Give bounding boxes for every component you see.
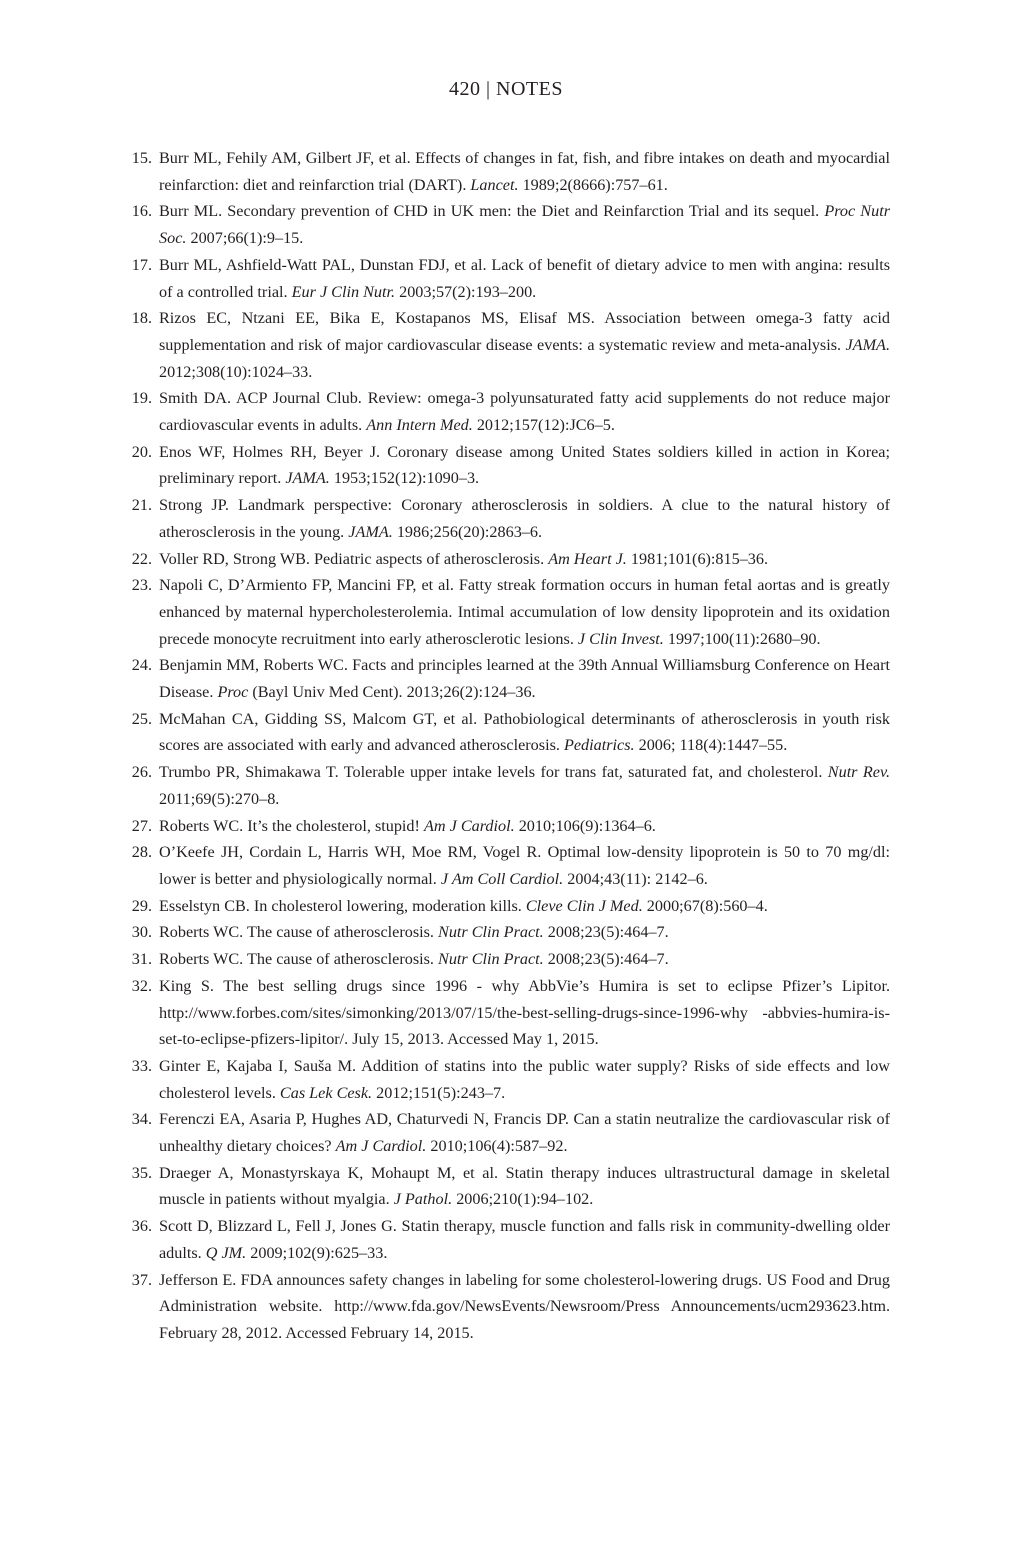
note-number: 27. xyxy=(131,816,152,835)
note-number: 22. xyxy=(131,549,152,568)
note-text: Smith DA. ACP Journal Club. Review: omega-3 polyunsaturated fatty acid supplements do not reduce major cardiovascular events in adults. xyxy=(159,389,890,435)
note-citation: 2012;151(5):243–7. xyxy=(372,1083,506,1102)
note-text: Esselstyn CB. In cholesterol lowering, moderation kills. xyxy=(159,896,526,915)
note-text: Burr ML. Secondary prevention of CHD in UK men: the Diet and Reinfarction Trial and its sequel. xyxy=(159,202,825,221)
note-citation: 2012;157(12):JC6–5. xyxy=(472,416,615,435)
note-citation: 2010;106(9):1364–6. xyxy=(514,816,656,835)
note-citation: 2007;66(1):9–15. xyxy=(186,229,304,248)
note-text: Draeger A, Monastyrskaya K, Mohaupt M, et al. Statin therapy induces ultrastructural damage in skeletal muscle in patients without myalgia. xyxy=(159,1163,890,1209)
note-text: Napoli C, D’Armiento FP, Mancini FP, et al. Fatty streak formation occurs in human fetal aortas and is greatly enhanced by maternal hypercholesterolemia. Intimal accumulation of low density lipoprotein and its oxidation precede monocyte recruitment into early atherosclerotic lesions. xyxy=(159,576,890,648)
note-number: 16. xyxy=(131,202,152,221)
note-journal: Am J Cardiol. xyxy=(423,816,515,835)
note-text: Jefferson E. FDA announces safety changes in labeling for some cholesterol-lowering drugs. US Food and Drug Administration website. http://www.fda.gov/NewsEvents/Newsroom/Press Announcements/ucm293623.htm. February 28, 2012. Accessed February 14, 2015. xyxy=(159,1270,890,1342)
note-journal: Cleve Clin J Med. xyxy=(525,896,643,915)
note-text: O’Keefe JH, Cordain L, Harris WH, Moe RM, Vogel R. Optimal low-density lipoprotein is 50 to 70 mg/dl: lower is better and physiologically normal. xyxy=(159,843,890,888)
note-number: 18. xyxy=(131,309,152,328)
note-number: 23. xyxy=(131,576,152,595)
note-number: 36. xyxy=(131,1217,152,1236)
note-citation: 2000;67(8):560–4. xyxy=(642,896,768,915)
note-journal: Q JM. xyxy=(205,1243,247,1262)
note-number: 21. xyxy=(131,496,152,515)
note-journal: Cas Lek Cesk. xyxy=(279,1083,373,1102)
page-header xyxy=(0,78,1012,101)
note-number: 26. xyxy=(131,763,152,782)
note-item xyxy=(120,652,890,705)
note-text: King S. The best selling drugs since 1996 - why AbbVie’s Humira is set to eclipse Pfizer’s Lipitor. http://www.forbes.com/sites/simonking/2013/07/15/the-best-selling-drugs-since-1996-why -abbvies-humira-is-set-to-eclipse-pfizers-lipitor/. July 15, 2013. Accessed May 1, 2015. xyxy=(159,976,890,1049)
note-number: 15. xyxy=(131,149,152,167)
note-number: 33. xyxy=(131,1056,152,1075)
note-journal: Nutr Clin Pract. xyxy=(438,923,544,942)
note-number: 28. xyxy=(131,843,152,862)
note-text: Voller RD, Strong WB. Pediatric aspects of atherosclerosis. xyxy=(159,549,549,568)
note-journal: J Pathol. xyxy=(393,1190,453,1209)
note-number: 19. xyxy=(131,389,152,408)
note-journal: Nutr Rev. xyxy=(827,763,890,782)
note-item xyxy=(120,305,890,385)
note-journal: Lancet. xyxy=(470,175,519,194)
note-text: Enos WF, Holmes RH, Beyer J. Coronary disease among United States soldiers killed in action in Korea; preliminary report. xyxy=(159,442,890,488)
note-number: 25. xyxy=(131,709,152,728)
note-text: Roberts WC. It’s the cholesterol, stupid! xyxy=(159,816,424,835)
note-item xyxy=(120,1267,890,1347)
note-citation: 2010;106(4):587–92. xyxy=(426,1137,568,1156)
note-text: Roberts WC. The cause of atherosclerosis. xyxy=(159,950,439,969)
note-journal: J Clin Invest. xyxy=(577,629,664,648)
note-number: 35. xyxy=(131,1163,152,1182)
note-text: Ferenczi EA, Asaria P, Hughes AD, Chaturvedi N, Francis DP. Can a statin neutralize the cardiovascular risk of unhealthy dietary choices? xyxy=(159,1110,890,1156)
note-journal: Am J Cardiol. xyxy=(335,1137,427,1156)
note-number: 30. xyxy=(131,923,152,942)
note-citation: 1997;100(11):2680–90. xyxy=(663,629,821,648)
note-item xyxy=(120,1106,890,1159)
note-text: McMahan CA, Gidding SS, Malcom GT, et al. Pathobiological determinants of atherosclerosis in youth risk scores are associated with early and advanced atherosclerosis. xyxy=(159,709,890,755)
page-number: 420 xyxy=(449,78,481,100)
note-item xyxy=(120,385,890,438)
header-separator: | xyxy=(486,78,491,100)
note-journal: Eur J Clin Nutr. xyxy=(291,282,396,301)
note-item xyxy=(120,1160,890,1213)
note-citation: 2009;102(9):625–33. xyxy=(246,1243,388,1262)
note-number: 24. xyxy=(131,656,152,675)
note-text: Benjamin MM, Roberts WC. Facts and principles learned at the 39th Annual Williamsburg Conference on Heart Disease. xyxy=(159,656,890,702)
note-text: Ginter E, Kajaba I, Sauša M. Addition of statins into the public water supply? Risks of side effects and low cholesterol levels. xyxy=(159,1056,890,1102)
notes-list xyxy=(120,145,890,1347)
note-item xyxy=(120,439,890,492)
note-item xyxy=(120,973,890,1053)
note-item xyxy=(120,839,890,892)
note-text: Rizos EC, Ntzani EE, Bika E, Kostapanos MS, Elisaf MS. Association between omega-3 fatty acid supplementation and risk of major cardiovascular disease events: a systematic review and meta-analysis. xyxy=(159,309,890,354)
note-journal: JAMA. xyxy=(845,335,890,354)
note-number: 37. xyxy=(131,1270,152,1289)
note-number: 32. xyxy=(131,976,152,995)
note-item xyxy=(120,1053,890,1106)
note-item xyxy=(120,572,890,652)
note-text: Roberts WC. The cause of atherosclerosis. xyxy=(159,923,439,942)
section-title: NOTES xyxy=(496,78,563,100)
note-citation: 1986;256(20):2863–6. xyxy=(392,522,543,541)
note-text: Burr ML, Ashfield-Watt PAL, Dunstan FDJ, et al. Lack of benefit of dietary advice to men with angina: results of a controlled trial. xyxy=(159,255,890,301)
note-number: 31. xyxy=(131,950,152,969)
note-journal: Pediatrics. xyxy=(563,736,635,755)
note-citation: 2011;69(5):270–8. xyxy=(159,789,280,808)
note-item xyxy=(120,492,890,545)
note-journal: Ann Intern Med. xyxy=(366,416,473,435)
note-item xyxy=(120,252,890,305)
note-citation: 1989;2(8666):757–61. xyxy=(518,175,668,194)
note-number: 29. xyxy=(131,896,152,915)
note-number: 17. xyxy=(131,255,152,274)
note-citation: 2003;57(2):193–200. xyxy=(395,282,537,301)
note-text: Scott D, Blizzard L, Fell J, Jones G. Statin therapy, muscle function and falls risk in community-dwelling older adults. xyxy=(159,1217,890,1262)
note-item xyxy=(120,946,890,973)
note-item xyxy=(120,546,890,573)
note-citation: 2006;210(1):94–102. xyxy=(452,1190,594,1209)
note-text: Trumbo PR, Shimakawa T. Tolerable upper intake levels for trans fat, saturated fat, and cholesterol. xyxy=(159,763,828,782)
note-citation: 2008;23(5):464–7. xyxy=(543,923,669,942)
note-citation: (Bayl Univ Med Cent). 2013;26(2):124–36. xyxy=(248,683,536,702)
note-item xyxy=(120,706,890,759)
note-journal: JAMA. xyxy=(285,469,330,488)
note-item xyxy=(120,145,890,198)
note-journal: JAMA. xyxy=(348,522,393,541)
note-item xyxy=(120,893,890,920)
note-number: 34. xyxy=(131,1110,152,1129)
note-item xyxy=(120,759,890,812)
note-item xyxy=(120,198,890,251)
note-citation: 1953;152(12):1090–3. xyxy=(329,469,480,488)
note-citation: 2004;43(11): 2142–6. xyxy=(563,869,708,888)
note-number: 20. xyxy=(131,442,152,461)
note-text: Burr ML, Fehily AM, Gilbert JF, et al. Effects of changes in fat, fish, and fibre intakes on death and myocardial reinfarction: diet and reinfarction trial (DART). xyxy=(159,149,890,194)
note-journal: Nutr Clin Pract. xyxy=(438,950,544,969)
note-citation: 1981;101(6):815–36. xyxy=(626,549,769,568)
note-citation: 2008;23(5):464–7. xyxy=(543,950,669,969)
note-item xyxy=(120,813,890,840)
note-journal: Proc Nutr Soc. xyxy=(159,202,890,248)
note-journal: J Am Coll Cardiol. xyxy=(440,869,564,888)
note-item xyxy=(120,919,890,946)
note-journal: Am Heart J. xyxy=(548,549,627,568)
note-citation: 2006; 118(4):1447–55. xyxy=(634,736,788,755)
note-item xyxy=(120,1213,890,1266)
note-citation: 2012;308(10):1024–33. xyxy=(159,362,313,381)
note-text: Strong JP. Landmark perspective: Coronary atherosclerosis in soldiers. A clue to the natural history of atherosclerosis in the young. xyxy=(159,496,890,541)
note-journal: Proc xyxy=(217,683,249,702)
